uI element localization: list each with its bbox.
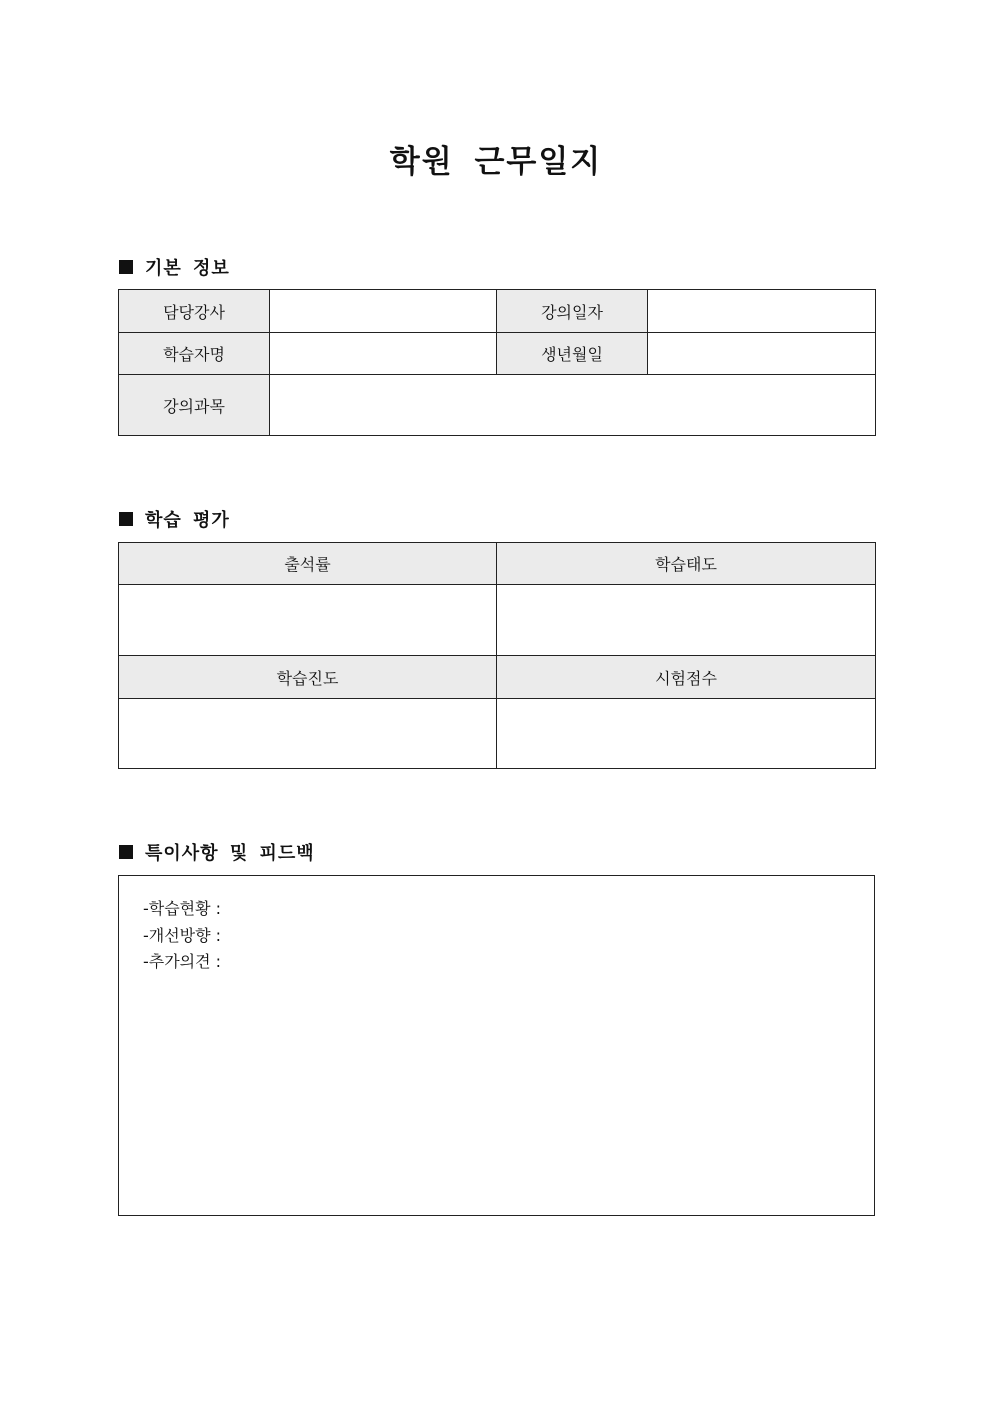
lecture-date-field[interactable] [648, 290, 876, 333]
feedback-line-additional-comments: -추가의견 : [143, 952, 222, 971]
attendance-label: 출석률 [119, 543, 497, 585]
course-field[interactable] [270, 375, 876, 436]
table-row [119, 290, 876, 333]
attendance-field[interactable] [119, 585, 497, 656]
table-row [119, 333, 876, 375]
student-name-label: 학습자명 [119, 333, 270, 375]
section-heading-evaluation [119, 506, 230, 532]
instructor-field[interactable] [270, 290, 497, 333]
attitude-field[interactable] [497, 585, 876, 656]
table-row [119, 375, 876, 436]
section-heading-label: 특이사항 및 피드백 [145, 843, 315, 864]
exam-score-field[interactable] [497, 699, 876, 769]
document-title: 학원 근무일지 [389, 144, 603, 180]
student-name-field[interactable] [270, 333, 497, 375]
instructor-label: 담당강사 [119, 290, 270, 333]
progress-field[interactable] [119, 699, 497, 769]
lecture-date-label: 강의일자 [497, 290, 648, 333]
table-row [119, 585, 876, 656]
basic-info-table [118, 289, 876, 436]
exam-score-label: 시험점수 [497, 656, 876, 699]
section-heading-feedback [119, 839, 315, 865]
birth-date-label: 생년월일 [497, 333, 648, 375]
square-bullet-icon [119, 845, 133, 859]
section-heading-label: 기본 정보 [145, 258, 230, 279]
evaluation-table [118, 542, 876, 769]
section-heading-basic-info [119, 254, 230, 280]
square-bullet-icon [119, 512, 133, 526]
feedback-lines [143, 896, 221, 976]
birth-date-field[interactable] [648, 333, 876, 375]
table-row [119, 656, 876, 699]
feedback-line-learning-status: -학습현황 : [143, 899, 222, 918]
square-bullet-icon [119, 260, 133, 274]
table-row [119, 543, 876, 585]
feedback-line-improvement: -개선방향 : [143, 925, 222, 945]
table-row [119, 699, 876, 769]
course-label: 강의과목 [119, 375, 270, 436]
attitude-label: 학습태도 [497, 543, 876, 585]
progress-label: 학습진도 [119, 656, 497, 699]
feedback-textarea[interactable] [118, 875, 875, 1216]
section-heading-label: 학습 평가 [145, 510, 230, 531]
